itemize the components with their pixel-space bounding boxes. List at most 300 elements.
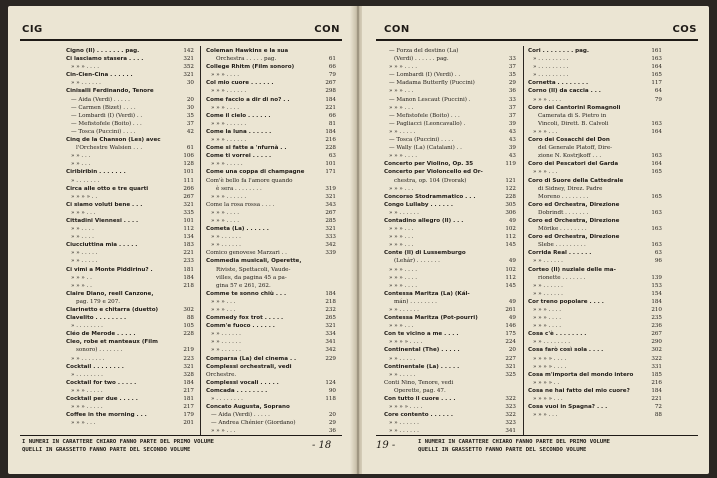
entry-page-number: 227: [505, 355, 516, 362]
entry-page-number: 333: [325, 234, 336, 241]
entry-page-number: 163: [651, 56, 662, 63]
entry-title: — Mefistofele (Boito) . . .: [71, 120, 142, 127]
entry-page-number: 342: [325, 242, 336, 249]
entry-page-number: 217: [183, 387, 194, 394]
entry-title: » . . . . . . .: [71, 177, 100, 184]
index-entry: [66, 387, 194, 395]
index-entry: [206, 249, 336, 257]
index-entry: [384, 233, 516, 241]
entry-title: — Tosca (Puccini) . . . .: [71, 128, 136, 135]
index-entry: [206, 241, 336, 249]
entry-title: Ciribiribin . . . . . . .: [66, 169, 126, 176]
entry-page-number: 37: [186, 120, 194, 127]
entry-title: Vincoli, Dirett. B. Calvoli: [538, 120, 609, 127]
entry-page-number: 88: [654, 412, 662, 419]
entry-page-number: 39: [508, 145, 516, 152]
entry-title: Corteo (Il) nuziale delle ma-: [528, 266, 616, 273]
entry-page-number: 49: [508, 298, 516, 305]
entry-page-number: 328: [183, 371, 194, 378]
entry-title: di Sidney, Direz. Padre: [538, 185, 603, 192]
index-entry: [384, 363, 516, 371]
index-entry: [384, 403, 516, 411]
entry-page-number: 163: [651, 226, 662, 233]
entry-page-number: 29: [508, 80, 516, 87]
index-entry: [66, 274, 194, 282]
entry-page-number: 321: [505, 363, 516, 370]
entry-title: Con te vicino a me . . . .: [384, 331, 459, 338]
entry-title: » » » . . .: [389, 226, 414, 233]
entry-title: » » » . . .: [533, 412, 558, 419]
entry-title: Cometa (La) . . . . . .: [206, 226, 269, 233]
index-entry: [384, 395, 516, 403]
entry-title: Coro di Suore della Cattedrale: [528, 177, 624, 184]
entry-title: Corno (Il) da caccia . . .: [528, 88, 601, 95]
index-entry: [528, 282, 662, 290]
entry-page-number: 117: [651, 80, 662, 87]
entry-page-number: 42: [186, 128, 194, 135]
left-page-header-left: CIG: [22, 24, 43, 35]
index-entry: [384, 249, 516, 257]
entry-title: Cocktail for two . . . . .: [66, 379, 137, 386]
entry-page-number: 165: [651, 169, 662, 176]
entry-title: Commedia musicali, Operette,: [206, 258, 302, 265]
entry-title: gina 57 e 261, 262.: [216, 282, 271, 289]
index-entry: [66, 330, 194, 338]
entry-title: » » » . . . .: [533, 307, 562, 313]
entry-title: Congo Lullaby . . . . . .: [384, 201, 453, 208]
entry-title: Dobrindt . . . . . . .: [538, 209, 589, 216]
index-entry: [528, 104, 662, 112]
entry-title: Cosa vuoi in Spagna? . . .: [528, 404, 608, 411]
index-entry: [206, 87, 336, 95]
entry-title: » » » . . . . . .: [211, 137, 247, 144]
entry-page-number: 201: [183, 420, 194, 427]
entry-page-number: 218: [183, 282, 194, 289]
index-entry: [66, 306, 194, 314]
index-entry: [528, 233, 662, 241]
index-entry: [206, 71, 336, 79]
entry-title: Corrida Real . . . . . .: [528, 250, 592, 257]
entry-title: Operette, pag. 47.: [394, 387, 446, 394]
index-entry: [528, 87, 662, 95]
entry-page-number: 219: [183, 347, 194, 354]
index-entry: [206, 330, 336, 338]
entry-page-number: 233: [183, 258, 194, 265]
entry-title: » » . . . . . .: [533, 290, 563, 297]
footer-line-1: I NUMERI IN CARATTERE CHIARO FANNO PARTE DEL PRIMO VOLUME: [22, 439, 214, 445]
entry-page-number: 118: [325, 396, 336, 403]
entry-title: » » » . .: [71, 282, 92, 289]
index-entry: [66, 71, 194, 79]
index-entry: [206, 225, 336, 233]
entry-title: Circa alle otto e tre quarti: [66, 185, 149, 192]
entry-page-number: 66: [328, 112, 336, 119]
entry-page-number: 29: [328, 420, 336, 427]
entry-title: Claire Diano, reell Canzone,: [66, 290, 154, 297]
entry-page-number: 323: [505, 404, 516, 411]
index-entry: [528, 160, 662, 168]
entry-page-number: 20: [328, 412, 336, 419]
entry-title: » » . . . . . . .: [71, 355, 105, 362]
entry-title: » » . . . . . .: [211, 234, 241, 241]
index-entry: [528, 120, 662, 128]
entry-page-number: 343: [325, 201, 336, 208]
index-entry: [384, 225, 516, 233]
index-entry: [66, 63, 194, 71]
index-entry: [528, 209, 662, 217]
entry-page-number: 322: [505, 412, 516, 419]
entry-page-number: 325: [505, 371, 516, 378]
index-entry: [528, 257, 662, 265]
entry-page-number: 184: [183, 379, 194, 386]
entry-page-number: 105: [183, 323, 194, 330]
index-entry: [206, 233, 336, 241]
entry-page-number: 224: [505, 339, 516, 346]
entry-title: » » . . .: [71, 153, 91, 160]
entry-page-number: 267: [183, 193, 194, 200]
index-entry: [66, 128, 194, 136]
index-entry: [528, 322, 662, 330]
entry-page-number: 112: [505, 274, 516, 281]
entry-page-number: 323: [505, 420, 516, 427]
entry-title: Core contento . . . . . .: [384, 412, 453, 419]
entry-page-number: 96: [654, 258, 662, 265]
index-entry: [66, 55, 194, 63]
index-entry: [66, 314, 194, 322]
entry-page-number: 66: [328, 64, 336, 71]
entry-page-number: 165: [651, 193, 662, 200]
index-entry: [528, 306, 662, 314]
index-entry: [206, 104, 336, 112]
entry-page-number: 335: [183, 209, 194, 216]
entry-page-number: 216: [651, 379, 662, 386]
entry-page-number: 33: [508, 56, 516, 63]
index-entry: [66, 79, 194, 87]
entry-title: » » » . . . . . .: [211, 88, 247, 95]
entry-title: » » . . . . .: [389, 355, 416, 362]
entry-page-number: 20: [186, 96, 194, 103]
entry-page-number: 79: [328, 72, 336, 79]
entry-title: — Madama Butterfly (Puccini): [389, 80, 475, 87]
entry-title: » » . . . . . .: [211, 347, 241, 354]
entry-title: Col mio cuore . . . . . .: [206, 80, 274, 87]
entry-title: — Carmen (Bizet) . . . .: [71, 104, 136, 111]
entry-title: » » » . . .: [71, 209, 96, 216]
entry-page-number: 302: [183, 307, 194, 313]
entry-page-number: 261: [505, 307, 516, 313]
entry-page-number: 146: [505, 323, 516, 330]
entry-title: Concorso Stodrammatico . . .: [384, 193, 476, 200]
footer-line-2: QUELLI IN GRASSETTO FANNO PARTE DEL SECONDO VOLUME: [418, 446, 587, 453]
index-entry: [528, 201, 662, 209]
entry-page-number: 163: [651, 209, 662, 216]
index-entry: [206, 160, 336, 168]
index-entry: [206, 96, 336, 104]
entry-page-number: 79: [654, 96, 662, 103]
index-entry: [66, 249, 194, 257]
index-entry: [528, 96, 662, 104]
entry-page-number: 306: [505, 209, 516, 216]
index-entry: [528, 274, 662, 282]
index-entry: [66, 120, 194, 128]
entry-title: Concato Augusta, Soprano: [206, 404, 290, 411]
index-entry: [66, 96, 194, 104]
entry-page-number: 30: [186, 80, 194, 87]
index-entry: [206, 290, 336, 298]
entry-page-number: 101: [183, 217, 194, 224]
entry-page-number: 184: [651, 298, 662, 305]
entry-title: » » » . . . . . .: [211, 120, 247, 127]
entry-page-number: 331: [651, 363, 662, 370]
entry-title: Cosa m'importa del mondo intero: [528, 371, 634, 378]
index-entry: [384, 379, 516, 387]
entry-page-number: 134: [183, 234, 194, 241]
left-page-number: - 18: [312, 440, 332, 451]
index-entry: [206, 266, 336, 274]
index-entry: [528, 290, 662, 298]
entry-title: » » » . . .: [211, 307, 236, 313]
entry-title: l'Orchestre Walsien . . .: [76, 145, 143, 152]
entry-page-number: 43: [508, 137, 516, 144]
index-entry: [66, 266, 194, 274]
entry-title: — Lombardi (I) (Verdi) . .: [71, 112, 143, 119]
index-entry: [206, 217, 336, 225]
entry-title: Cinq de la Chanson (Les) avec: [66, 137, 161, 144]
index-entry: [528, 355, 662, 363]
index-entry: [384, 314, 516, 322]
entry-title: » » » » . . . .: [389, 404, 423, 411]
index-entry: [528, 338, 662, 346]
entry-page-number: 101: [183, 169, 194, 176]
entry-page-number: 181: [183, 266, 194, 273]
index-entry: [528, 112, 662, 120]
right-page-column-2: [528, 47, 662, 419]
index-entry: [528, 152, 662, 160]
entry-page-number: 232: [325, 307, 336, 313]
entry-title: Comcada . . . . . . . .: [206, 387, 268, 394]
entry-title: » » » . . . .: [71, 64, 100, 71]
entry-title: » » » . . .: [389, 323, 414, 330]
entry-title: Come ti vorrei . . . . .: [206, 153, 272, 160]
entry-title: — Aida (Verdi) . . . . .: [211, 412, 270, 419]
entry-title: Mörike . . . . . . . .: [538, 226, 587, 233]
index-entry: [384, 306, 516, 314]
entry-title: Cosa c'è . . . . . . . .: [528, 331, 587, 338]
index-entry: [384, 104, 516, 112]
entry-title: Orchestre.: [206, 371, 237, 378]
entry-title: » » . . . . . .: [389, 307, 419, 313]
index-entry: [206, 411, 336, 419]
index-entry: [528, 346, 662, 354]
index-entry: [384, 322, 516, 330]
index-entry: [66, 241, 194, 249]
index-entry: [206, 419, 336, 427]
index-entry: [384, 274, 516, 282]
entry-page-number: 163: [651, 120, 662, 127]
entry-title: Come la luna . . . . . .: [206, 128, 272, 135]
index-entry: [384, 193, 516, 201]
index-entry: [528, 55, 662, 63]
entry-title: » » . . . . .: [389, 128, 416, 135]
entry-title: Ci siamo voluti bene . . .: [66, 201, 143, 208]
entry-page-number: 37: [508, 64, 516, 71]
entry-title: » » » . . . .: [389, 274, 418, 281]
entry-page-number: 319: [325, 185, 336, 192]
entry-page-number: 302: [651, 347, 662, 354]
entry-title: Coro dei Pescatori del Garda: [528, 161, 619, 168]
entry-title: » » » . . .: [533, 128, 558, 135]
entry-title: » » » » . . . .: [389, 339, 423, 346]
entry-title: Contadino allegro (Il) . . .: [384, 217, 464, 224]
entry-page-number: 164: [651, 161, 662, 168]
entry-page-number: 321: [325, 193, 336, 200]
entry-page-number: 112: [183, 226, 194, 233]
entry-page-number: 61: [328, 56, 336, 63]
index-entry: [528, 63, 662, 71]
entry-page-number: 267: [651, 331, 662, 338]
index-entry: [206, 168, 336, 176]
entry-title: Ci lasciamo stasera . . . .: [66, 56, 144, 63]
entry-page-number: 101: [325, 161, 336, 168]
entry-title: » » . . . . .: [389, 371, 416, 378]
index-entry: [528, 241, 662, 249]
entry-page-number: 164: [651, 128, 662, 135]
entry-page-number: 81: [328, 120, 336, 127]
entry-page-number: 49: [508, 258, 516, 265]
entry-title: » . . . . . . . . .: [533, 64, 569, 71]
entry-title: » » . . . .: [71, 234, 94, 241]
entry-page-number: 49: [508, 315, 516, 322]
entry-title: » » . . . . . .: [211, 331, 241, 338]
entry-page-number: 106: [183, 153, 194, 160]
entry-title: Comme te sonno chiù . . .: [206, 290, 287, 297]
index-entry: [528, 387, 662, 395]
entry-page-number: 217: [183, 404, 194, 411]
entry-page-number: 153: [651, 282, 662, 289]
entry-page-number: 341: [505, 428, 516, 435]
entry-title: Continentale (La) . . . . .: [384, 363, 460, 370]
entry-title: Contessa Maritza (Pot-pourri): [384, 315, 478, 322]
index-entry: [206, 387, 336, 395]
entry-page-number: 210: [651, 307, 662, 313]
entry-page-number: 154: [651, 290, 662, 297]
index-entry: [528, 314, 662, 322]
entry-page-number: 39: [508, 120, 516, 127]
entry-page-number: 184: [651, 387, 662, 394]
entry-title: » » » . . . . .: [211, 161, 243, 168]
entry-title: — Lombardi (I) (Verdi) . .: [389, 72, 461, 79]
index-entry: [206, 355, 336, 363]
entry-title: Conte (Il) di Lussemburgo: [384, 250, 466, 257]
index-entry: [66, 209, 194, 217]
entry-title: Riviste, Spettacoli, Vaude-: [216, 266, 291, 273]
index-entry: [66, 282, 194, 290]
index-entry: [66, 346, 194, 354]
index-entry: [206, 177, 336, 185]
entry-title: — Manon Lescaut (Puccini) .: [389, 96, 471, 103]
entry-page-number: 142: [183, 48, 194, 54]
entry-title: » » » . . .: [389, 242, 414, 249]
entry-title: (Verdi) . . . . . . pag.: [394, 56, 449, 63]
index-entry: [384, 96, 516, 104]
entry-page-number: 298: [325, 88, 336, 95]
right-page-number: 19 -: [376, 440, 396, 451]
entry-page-number: 72: [654, 404, 662, 411]
index-entry: [66, 411, 194, 419]
index-entry: [206, 274, 336, 282]
index-entry: [66, 185, 194, 193]
entry-title: » » . . . . .: [71, 258, 98, 265]
index-entry: [206, 338, 336, 346]
entry-page-number: 229: [325, 355, 336, 362]
entry-title: Camerata di S. Pietro in: [538, 112, 607, 119]
footer-line-2: QUELLI IN GRASSETTO FANNO PARTE DEL SECONDO VOLUME: [22, 446, 191, 453]
entry-title: zione N. Kostrjkoff . . .: [538, 153, 602, 160]
entry-page-number: 88: [186, 315, 194, 322]
entry-title: Cigno (Il) . . . . . . . pag.: [66, 48, 140, 54]
entry-title: Com'è bello fa l'amore quando: [206, 177, 293, 184]
index-entry: [384, 55, 516, 63]
index-entry: [528, 379, 662, 387]
index-entry: [384, 257, 516, 265]
index-entry: [66, 379, 194, 387]
entry-page-number: 61: [186, 145, 194, 152]
entry-title: — Aida (Verdi) . . . . .: [71, 96, 130, 103]
entry-title: » » » . . .: [71, 420, 96, 427]
index-entry: [66, 298, 194, 306]
entry-page-number: 49: [508, 217, 516, 224]
entry-title: Comm'e fuoco . . . . . .: [206, 323, 275, 330]
entry-title: Cosa ne hai fatto del mio cuore?: [528, 387, 630, 394]
entry-title: Cléo de Merode . . . . .: [66, 331, 136, 338]
entry-title: Coro ed Orchestra, Direzione: [528, 201, 620, 208]
entry-title: » » . . . . . .: [389, 209, 419, 216]
index-entry: [528, 298, 662, 306]
entry-title: Slebe . . . . . . . . .: [538, 242, 586, 249]
entry-page-number: 285: [325, 217, 336, 224]
index-entry: [384, 120, 516, 128]
entry-title: Commedy fox trot . . . . .: [206, 315, 284, 322]
entry-title: Continental (The) . . . . .: [384, 347, 460, 354]
index-entry: [384, 346, 516, 354]
column-divider: [200, 46, 201, 436]
index-entry: [384, 152, 516, 160]
entry-title: Coro ed Orchestra, Direzione: [528, 217, 620, 224]
entry-page-number: 342: [325, 347, 336, 354]
entry-title: Clarinetto e chitarra (duetto): [66, 307, 159, 313]
entry-page-number: 171: [325, 169, 336, 176]
entry-page-number: 341: [325, 339, 336, 346]
index-entry: [66, 112, 194, 120]
index-entry: [206, 282, 336, 290]
index-entry: [206, 298, 336, 306]
entry-page-number: 124: [325, 379, 336, 386]
header-rule: [20, 39, 342, 41]
entry-title: — Tosca (Puccini) . . . .: [389, 137, 454, 144]
entry-page-number: 35: [186, 112, 194, 119]
index-entry: [528, 217, 662, 225]
entry-page-number: 236: [651, 323, 662, 330]
entry-title: Conti Nino, Tenore, vedi: [384, 379, 454, 386]
index-entry: [66, 160, 194, 168]
entry-title: » » » . . . .: [389, 282, 418, 289]
entry-title: » » » » . . . .: [533, 363, 567, 370]
index-entry: [384, 387, 516, 395]
index-entry: [528, 128, 662, 136]
entry-page-number: 165: [651, 72, 662, 79]
entry-title: Cor treno popolare . . . .: [528, 298, 604, 305]
entry-page-number: 321: [325, 226, 336, 233]
